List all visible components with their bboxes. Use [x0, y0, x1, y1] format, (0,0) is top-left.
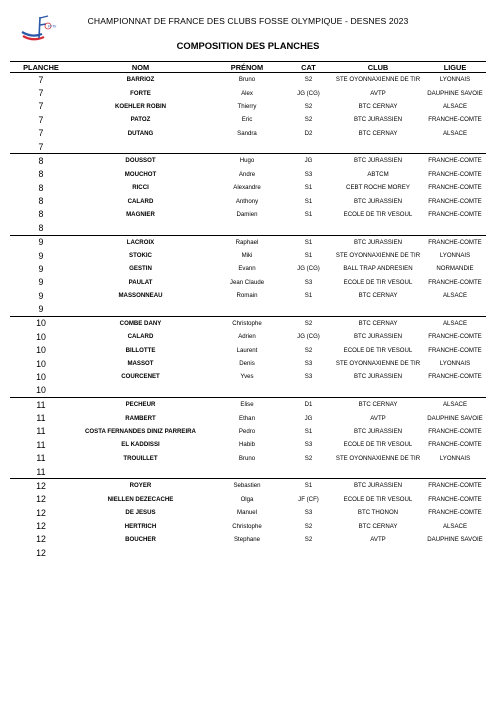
cell-planche: 10 [10, 316, 72, 330]
table-row [10, 86, 486, 99]
table-row [10, 506, 486, 519]
cell-prenom: Alex [241, 89, 253, 97]
cell-nom [72, 465, 209, 479]
cell-planche: 9 [38, 277, 44, 288]
cell-ligue: LYONNAIS [439, 252, 471, 260]
cell-planche: 12 [36, 521, 46, 532]
cell-cat: S1 [304, 210, 313, 218]
cell-nom: DOUSSOT [72, 154, 209, 168]
cell-cat: S2 [304, 346, 313, 354]
cell-prenom: Yves [240, 373, 254, 381]
cell-ligue: ALSACE [424, 316, 486, 330]
cell-planche: 10 [36, 331, 46, 342]
cell-ligue: NORMANDIE [436, 265, 474, 273]
cell-planche: 11 [36, 413, 46, 424]
cell-cat: S1 [304, 292, 313, 300]
table-row [10, 73, 486, 87]
cell-club [332, 546, 424, 559]
table-row [10, 113, 486, 126]
cell-nom: TROUILLET [123, 454, 158, 462]
cell-prenom: Laurent [236, 346, 258, 354]
cell-planche: 8 [38, 222, 44, 233]
table-body [10, 73, 486, 560]
cell-prenom: Miki [241, 252, 253, 260]
cell-club: BTC JURASSIEN [332, 479, 424, 493]
cell-prenom [209, 465, 285, 479]
cell-prenom: Stephane [233, 535, 261, 543]
cell-nom: DUTANG [127, 129, 154, 137]
cell-cat [285, 546, 332, 559]
cell-cat: JF (CF) [298, 495, 319, 503]
cell-club: BTC THONON [357, 509, 399, 517]
column-header-cat: CAT [285, 62, 332, 73]
cell-cat [285, 302, 332, 316]
page-title: CHAMPIONNAT DE FRANCE DES CLUBS FOSSE OLYMPIQUE - DESNES 2023 [87, 16, 409, 26]
cell-nom: KOEHLER ROBIN [114, 102, 167, 110]
cell-club: BTC JURASSIEN [353, 116, 403, 124]
cell-nom [72, 546, 209, 559]
cell-planche: 8 [10, 154, 72, 168]
table-row [10, 140, 486, 154]
cell-nom [72, 302, 209, 316]
cell-planche: 9 [10, 235, 72, 249]
cell-planche: 12 [10, 479, 72, 493]
cell-club: ECOLE DE TIR VESOUL [343, 346, 413, 354]
cell-club: BTC CERNAY [358, 292, 398, 300]
cell-cat: S1 [304, 184, 313, 192]
cell-prenom: Ethan [239, 414, 255, 422]
cell-nom: FORTE [130, 89, 151, 97]
cell-cat: S2 [304, 76, 313, 84]
cell-club: BTC CERNAY [358, 522, 398, 530]
table-row [10, 493, 486, 506]
cell-club [332, 140, 424, 154]
cell-planche: 9 [38, 263, 44, 274]
cell-nom: HERTRICH [124, 522, 157, 530]
cell-prenom: Andre [238, 170, 256, 178]
cell-ligue: ALSACE [442, 522, 468, 530]
cell-ligue [424, 465, 486, 479]
cell-prenom: Adrien [238, 333, 256, 341]
table-row [10, 533, 486, 546]
cell-club [332, 221, 424, 235]
cell-club: ECOLE DE TIR VESOUL [343, 441, 413, 449]
cell-prenom: Pedro [238, 427, 256, 435]
table-row [10, 262, 486, 275]
cell-club: BTC CERNAY [358, 102, 398, 110]
cell-cat: S1 [304, 197, 313, 205]
cell-club: STE OYONNAXIENNE DE TIR [335, 76, 421, 84]
cell-ligue: DAUPHINE SAVOIE [427, 414, 483, 422]
cell-planche: 7 [38, 141, 44, 152]
cell-cat: S2 [304, 522, 313, 530]
page-subtitle: COMPOSITION DES PLANCHES [176, 40, 320, 51]
cell-planche: 11 [36, 439, 46, 450]
cell-ligue [424, 384, 486, 398]
cell-ligue: FRANCHE-COMTE [428, 170, 482, 178]
cell-club: BTC JURASSIEN [332, 154, 424, 168]
cell-ligue: ALSACE [442, 129, 468, 137]
column-header-planche: PLANCHE [10, 62, 72, 73]
cell-planche: 7 [38, 74, 44, 85]
cell-club [332, 465, 424, 479]
cell-ligue: FRANCHE-COMTE [424, 154, 486, 168]
cell-planche: 7 [38, 128, 44, 139]
cell-ligue: FRANCHE-COMTE [428, 441, 482, 449]
cell-ligue [424, 140, 486, 154]
cell-prenom: Damien [236, 210, 258, 218]
table-row [10, 235, 486, 249]
table-row [10, 276, 486, 289]
table-row [10, 411, 486, 424]
planches-table [10, 61, 486, 560]
cell-club: BTC JURASSIEN [353, 197, 403, 205]
cell-prenom: Christophe [232, 522, 262, 530]
cell-ligue [424, 546, 486, 559]
cell-club: AVTP [370, 535, 386, 543]
cell-ligue: FRANCHE-COMTE [428, 509, 482, 517]
cell-club: AVTP [370, 89, 386, 97]
table-row [10, 357, 486, 370]
cell-nom [72, 384, 209, 398]
cell-cat: S3 [304, 373, 313, 381]
cell-cat: S2 [304, 116, 313, 124]
cell-prenom: Hugo [209, 154, 285, 168]
cell-prenom: Thierry [237, 102, 257, 110]
table-row [10, 249, 486, 262]
column-header-ligue: LIGUE [424, 62, 486, 73]
table-row [10, 127, 486, 140]
cell-cat: S3 [304, 509, 313, 517]
cell-prenom: Bruno [238, 76, 256, 84]
cell-planche: 8 [38, 209, 44, 220]
table-row [10, 546, 486, 559]
cell-club: CEBT ROCHE MOREY [346, 184, 410, 192]
table-row [10, 316, 486, 330]
table-row [10, 194, 486, 207]
table-row [10, 100, 486, 113]
cell-ligue: DAUPHINE SAVOIE [427, 89, 483, 97]
cell-ligue: ALSACE [424, 398, 486, 412]
cell-prenom [209, 302, 285, 316]
cell-cat [285, 384, 332, 398]
cell-nom: BARRIOZ [126, 76, 155, 84]
table-row [10, 168, 486, 181]
cell-planche: 10 [36, 385, 46, 396]
cell-ligue: FRANCHE-COMTE [424, 479, 486, 493]
cell-nom: EL KADDISSI [121, 441, 160, 449]
column-header-nom: NOM [72, 62, 209, 73]
cell-ligue: DAUPHINE SAVOIE [427, 535, 483, 543]
cell-club: BTC CERNAY [332, 398, 424, 412]
cell-cat: JG (CG) [297, 265, 320, 273]
table-header-row [10, 62, 486, 73]
cell-prenom: Olga [240, 495, 254, 503]
cell-club: BTC JURASSIEN [353, 333, 403, 341]
cell-planche: 9 [38, 304, 44, 315]
cell-ligue: FRANCHE-COMTE [428, 333, 482, 341]
cell-prenom [209, 221, 285, 235]
cell-prenom: Jean Claude [229, 278, 265, 286]
cell-planche: 11 [36, 466, 46, 477]
cell-club: STE OYONNAXIENNE DE TIR [335, 252, 421, 260]
cell-cat [285, 221, 332, 235]
cell-nom: MASSOT [127, 360, 154, 368]
cell-nom: COSTA FERNANDES DINIZ PARREIRA [85, 427, 196, 435]
cell-cat: D2 [304, 129, 313, 137]
table-row [10, 208, 486, 221]
cell-nom: MAGNIER [126, 210, 155, 218]
cell-nom: BILLOTTE [125, 346, 156, 354]
cell-club: AVTP [370, 414, 386, 422]
cell-prenom: Alexandre [233, 184, 261, 192]
cell-prenom: Romain [236, 292, 258, 300]
cell-nom: RAMBERT [125, 414, 156, 422]
cell-prenom: Habib [239, 441, 255, 449]
cell-planche: 8 [38, 182, 44, 193]
cell-cat: S2 [304, 535, 313, 543]
cell-planche: 10 [36, 345, 46, 356]
cell-planche: 11 [36, 426, 46, 437]
cell-ligue: ALSACE [442, 102, 468, 110]
cell-ligue: ALSACE [442, 292, 468, 300]
cell-club [332, 384, 424, 398]
column-header-club: CLUB [332, 62, 424, 73]
cell-club: STE OYONNAXIENNE DE TIR [335, 454, 421, 462]
cell-nom: COMBE DANY [72, 316, 209, 330]
table-row [10, 479, 486, 493]
cell-planche: 12 [36, 547, 46, 558]
cell-ligue: FRANCHE-COMTE [428, 346, 482, 354]
cell-prenom: Manuel [237, 509, 257, 517]
cell-planche: 12 [36, 507, 46, 518]
cell-club: BTC CERNAY [358, 129, 398, 137]
cell-cat: S1 [285, 235, 332, 249]
cell-planche: 11 [10, 398, 72, 412]
cell-planche: 11 [36, 453, 46, 464]
cell-prenom: Evann [238, 265, 256, 273]
cell-club: BALL TRAP ANDRESIEN [343, 265, 413, 273]
cell-planche: 12 [36, 494, 46, 505]
cell-prenom: Sandra [237, 129, 257, 137]
table-row [10, 452, 486, 465]
cell-ligue: FRANCHE-COMTE [424, 235, 486, 249]
table-row [10, 221, 486, 235]
cell-prenom [209, 384, 285, 398]
cell-cat [285, 140, 332, 154]
cell-ligue [424, 221, 486, 235]
cell-prenom: Anthony [235, 197, 259, 205]
cell-prenom: Eric [241, 116, 253, 124]
cell-nom: ROYER [72, 479, 209, 493]
cell-ligue: FRANCHE-COMTE [428, 184, 482, 192]
cell-cat: JG [285, 154, 332, 168]
cell-planche: 9 [38, 290, 44, 301]
cell-prenom [209, 546, 285, 559]
table-row [10, 302, 486, 316]
cell-nom [72, 140, 209, 154]
cell-nom: CALARD [127, 197, 154, 205]
table-row [10, 181, 486, 194]
table-row [10, 344, 486, 357]
cell-prenom: Raphael [209, 235, 285, 249]
cell-club [332, 302, 424, 316]
table-row [10, 330, 486, 343]
cell-cat: JG [304, 414, 313, 422]
cell-nom: STOKIC [129, 252, 152, 260]
table-row [10, 425, 486, 438]
cell-nom: PAULAT [128, 278, 153, 286]
cell-club: ECOLE DE TIR VESOUL [343, 278, 413, 286]
cell-club: STE OYONNAXIENNE DE TIR [335, 360, 421, 368]
cell-cat: JG (CG) [297, 333, 320, 341]
table-row [10, 384, 486, 398]
cell-ligue: FRANCHE-COMTE [428, 116, 482, 124]
cell-cat: S1 [304, 427, 313, 435]
cell-nom: PATOZ [130, 116, 151, 124]
cell-nom: BOUCHER [125, 535, 156, 543]
cell-ligue: FRANCHE-COMTE [428, 278, 482, 286]
cell-ligue: LYONNAIS [439, 76, 471, 84]
table-row [10, 465, 486, 479]
cell-nom: RICCI [132, 184, 149, 192]
cell-cat [285, 465, 332, 479]
cell-club: BTC JURASSIEN [353, 373, 403, 381]
cell-ligue: FRANCHE-COMTE [428, 427, 482, 435]
cell-prenom: Denis [239, 360, 255, 368]
cell-planche: 8 [38, 169, 44, 180]
cell-club: BTC CERNAY [332, 316, 424, 330]
cell-club: ECOLE DE TIR VESOUL [343, 495, 413, 503]
cell-nom: GESTIN [129, 265, 152, 273]
cell-nom: COURCENET [121, 373, 160, 381]
column-header-prenom: PRÉNOM [209, 62, 285, 73]
cell-nom: MOUCHOT [124, 170, 157, 178]
cell-club: BTC JURASSIEN [353, 427, 403, 435]
cell-planche: 9 [38, 250, 44, 261]
cell-cat: S2 [304, 102, 313, 110]
cell-prenom [209, 140, 285, 154]
cell-ligue: FRANCHE-COMTE [428, 210, 482, 218]
cell-ligue: LYONNAIS [439, 360, 471, 368]
logo-text: FFTir [48, 24, 57, 29]
table-row [10, 398, 486, 412]
table-row [10, 289, 486, 302]
cell-planche: 10 [36, 371, 46, 382]
cell-cat: S1 [285, 479, 332, 493]
cell-cat: S3 [304, 278, 313, 286]
cell-cat: D1 [285, 398, 332, 412]
cell-nom: LACROIX [72, 235, 209, 249]
cell-club: ECOLE DE TIR VESOUL [343, 210, 413, 218]
cell-ligue [424, 302, 486, 316]
cell-club: BTC JURASSIEN [332, 235, 424, 249]
cell-nom: MASSONNEAU [118, 292, 163, 300]
cell-cat: S1 [304, 252, 313, 260]
cell-cat: S3 [304, 360, 313, 368]
cell-nom [72, 221, 209, 235]
table-row [10, 154, 486, 168]
table-row [10, 519, 486, 532]
table-row [10, 438, 486, 451]
cell-planche: 7 [38, 114, 44, 125]
table-row [10, 370, 486, 383]
cell-ligue: LYONNAIS [439, 454, 471, 462]
cell-nom: NIELLEN DEZECACHE [107, 495, 174, 503]
cell-planche: 7 [38, 88, 44, 99]
cell-cat: JG (CG) [297, 89, 320, 97]
cell-prenom: Christophe [209, 316, 285, 330]
cell-nom: CALARD [127, 333, 154, 341]
cell-planche: 8 [38, 196, 44, 207]
cell-club: ABTCM [367, 170, 389, 178]
cell-prenom: Sebastien [209, 479, 285, 493]
cell-planche: 7 [38, 101, 44, 112]
cell-ligue: FRANCHE-COMTE [428, 373, 482, 381]
cell-cat: S3 [304, 170, 313, 178]
cell-prenom: Bruno [238, 454, 256, 462]
cell-ligue: FRANCHE-COMTE [428, 197, 482, 205]
cell-nom: PECHEUR [72, 398, 209, 412]
cell-cat: S2 [285, 316, 332, 330]
cell-prenom: Elise [209, 398, 285, 412]
cell-cat: S3 [304, 441, 313, 449]
cell-ligue: FRANCHE-COMTE [428, 495, 482, 503]
cell-nom: DE JESUS [125, 509, 156, 517]
cell-cat: S2 [304, 454, 313, 462]
cell-planche: 12 [36, 534, 46, 545]
cell-planche: 10 [36, 358, 46, 369]
